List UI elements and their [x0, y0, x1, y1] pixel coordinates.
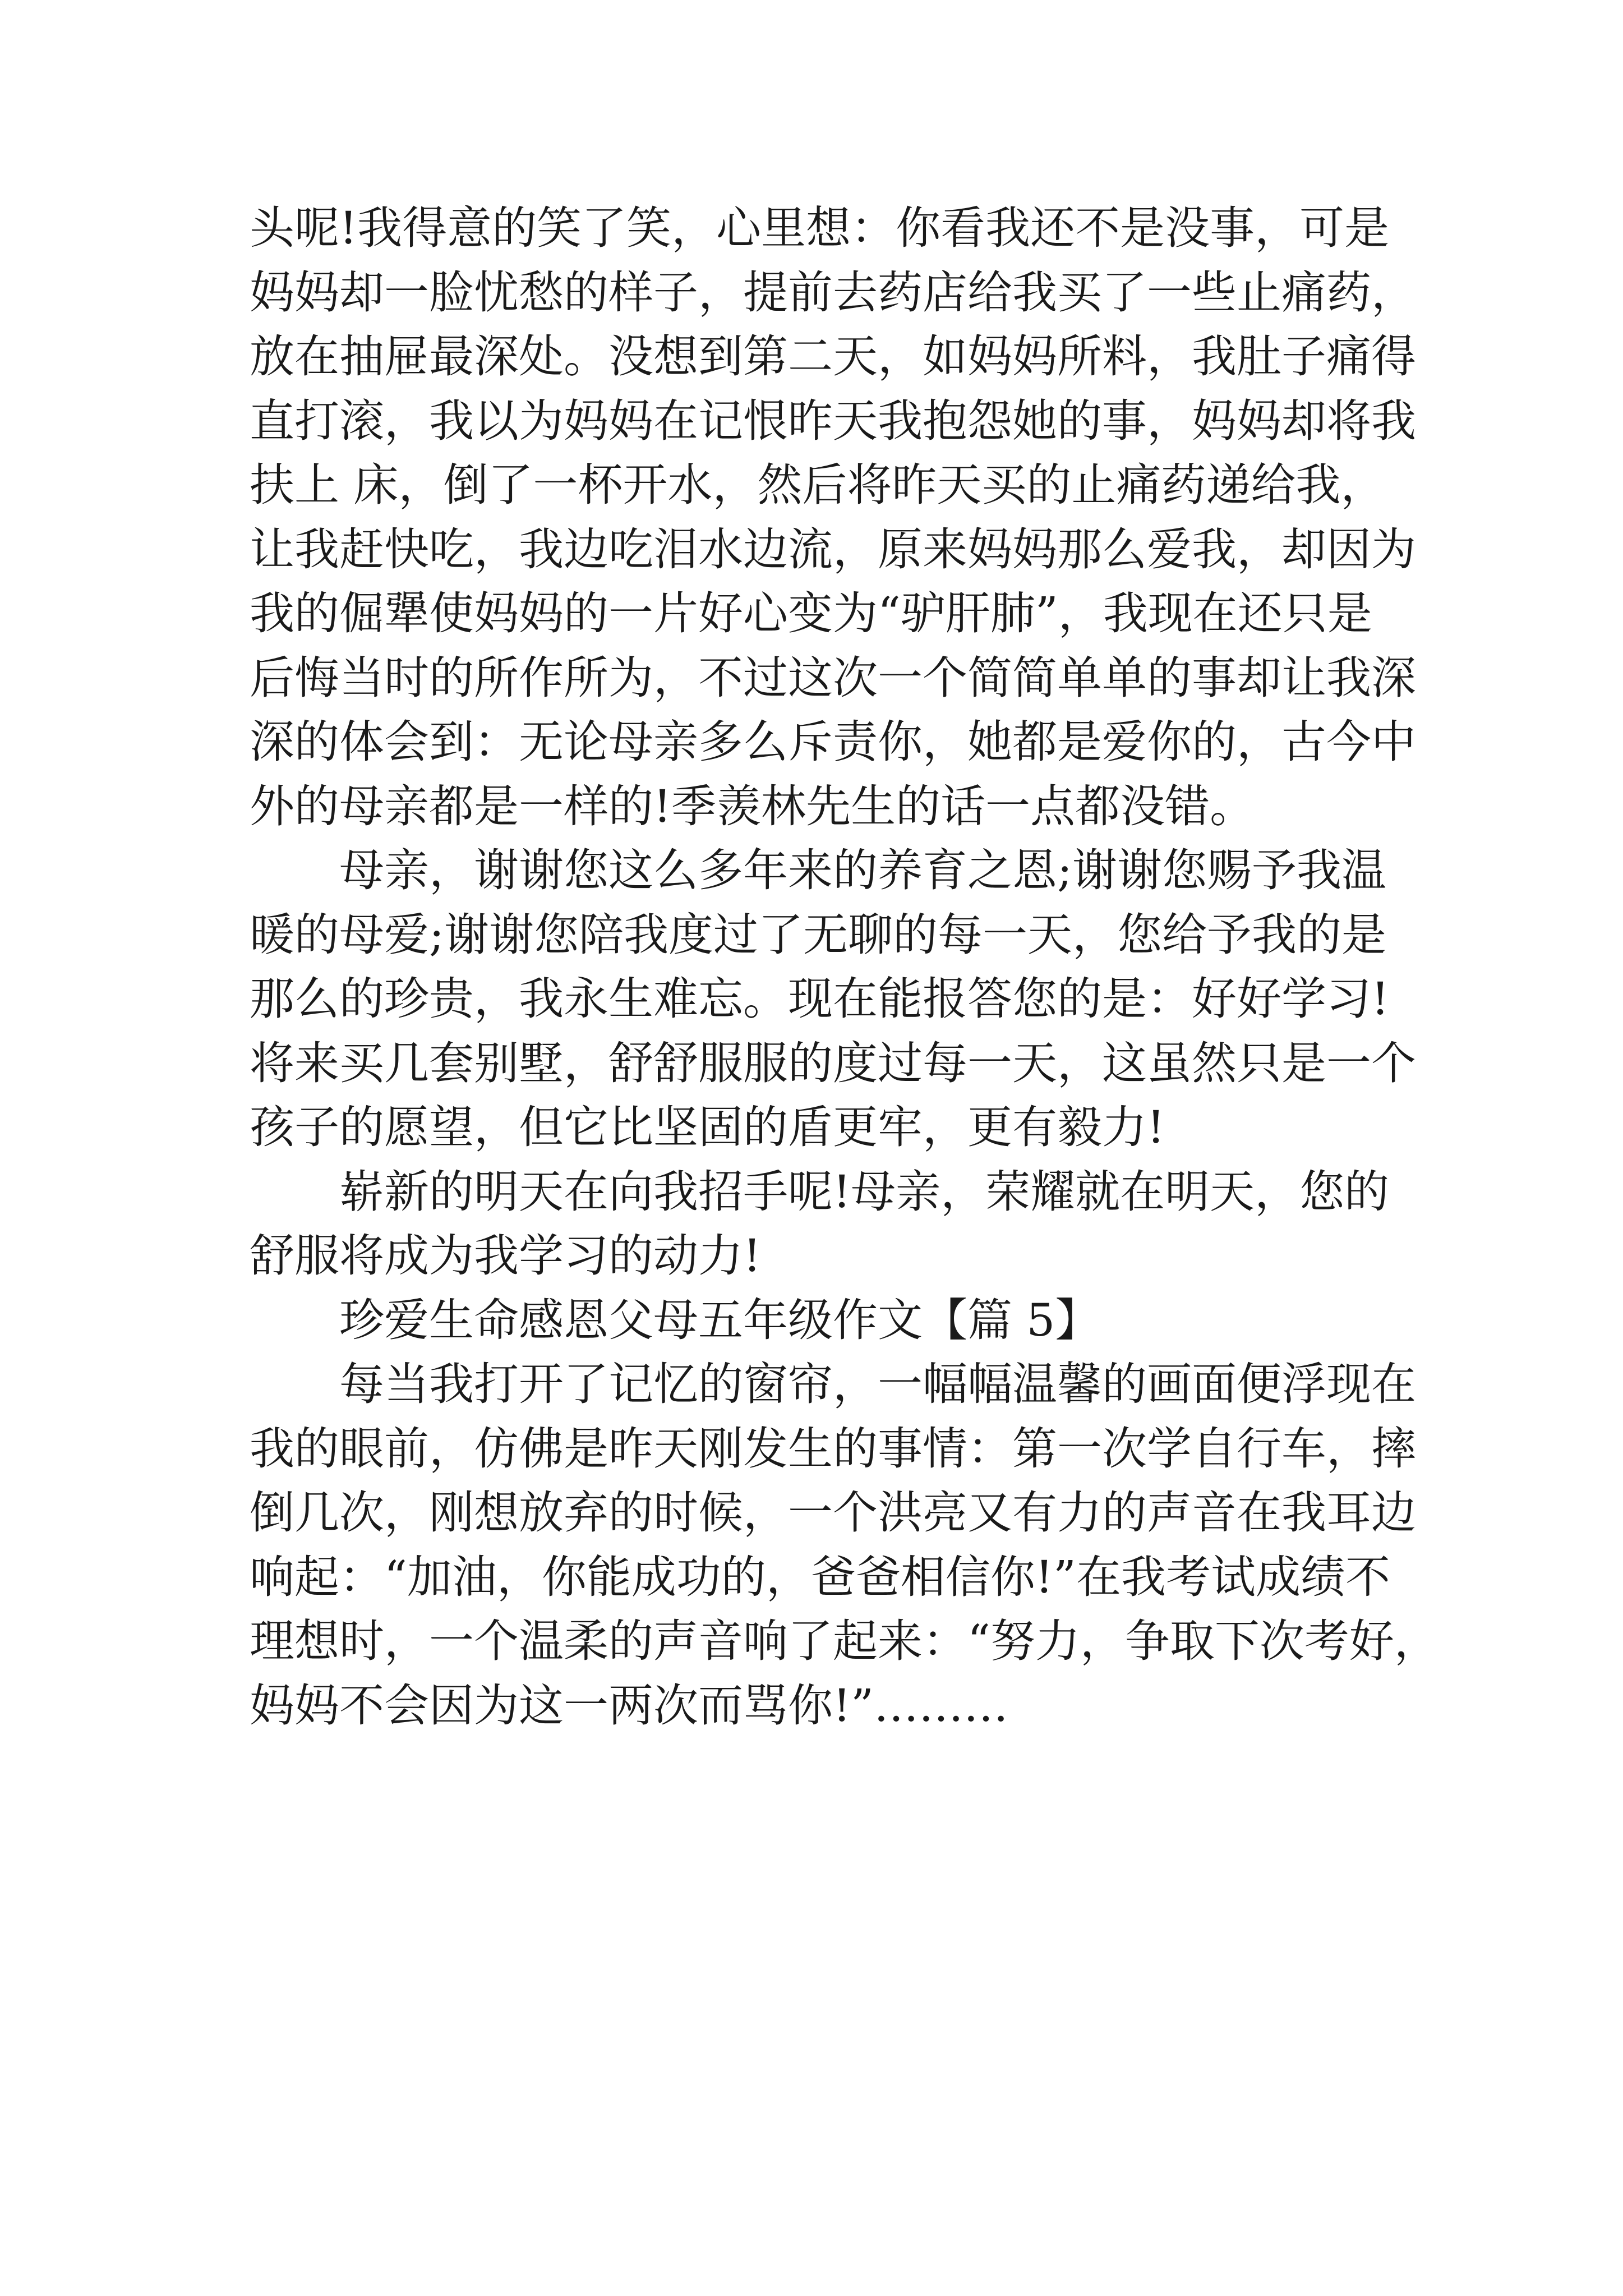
- text-line: 妈妈却一脸忧愁的样子，提前去药店给我买了一些止痛药，: [250, 266, 1416, 319]
- text-line: 那么的珍贵，我永生难忘。现在能报答您的是：好好学习!: [250, 973, 1390, 1025]
- section-heading: [250, 1289, 1377, 1353]
- text-line: 响起：“加油，你能成功的，爸爸相信你!”在我考试成绩不: [250, 1550, 1390, 1603]
- text-line: 深的体会到：无论母亲多么斥责你，她都是爱你的，古今中: [250, 716, 1416, 768]
- text-line: 倒几次，刚想放弃的时候，一个洪亮又有力的声音在我耳边: [250, 1487, 1416, 1539]
- text-line: 崭新的明天在向我招手呢!母亲，荣耀就在明天，您的: [339, 1165, 1390, 1218]
- paragraph-3: [250, 1160, 1390, 1289]
- text-line: 每当我打开了记忆的窗帘，一幅幅温馨的画面便浮现在: [339, 1358, 1416, 1410]
- text-line: 将来买几套别墅，舒舒服服的度过每一天，这虽然只是一个: [250, 1037, 1416, 1089]
- paragraph-2: [250, 839, 1416, 1160]
- text-line: 让我赶快吃，我边吃泪水边流，原来妈妈那么爱我，却因为: [250, 523, 1416, 576]
- text-line: 孩子的愿望，但它比坚固的盾更牢，更有毅力!: [250, 1101, 1165, 1153]
- text-line: 理想时，一个温柔的声音响了起来：“努力，争取下次考好，: [250, 1615, 1439, 1667]
- document-body: [250, 196, 1439, 1738]
- text-line: 暖的母爱;谢谢您陪我度过了无聊的每一天，您给予我的是: [250, 908, 1386, 961]
- text-line: 我的眼前，仿佛是昨天刚发生的事情：第一次学自行车，摔: [250, 1422, 1416, 1475]
- text-line: 直打滚，我以为妈妈在记恨昨天我抱怨她的事，妈妈却将我: [250, 394, 1416, 447]
- text-line: 头呢!我得意的笑了笑，心里想：你看我还不是没事，可是: [250, 202, 1390, 254]
- text-line: 母亲，谢谢您这么多年来的养育之恩;谢谢您赐予我温: [339, 844, 1386, 896]
- paragraph-4: [250, 1352, 1439, 1738]
- text-line: 我的倔犟使妈妈的一片好心变为“驴肝肺”，我现在还只是: [250, 587, 1372, 639]
- text-line: 妈妈不会因为这一两次而骂你!”………: [250, 1679, 1009, 1732]
- text-line: 外的母亲都是一样的!季羡林先生的话一点都没错。: [250, 780, 1255, 832]
- heading-text: 珍爱生命感恩父母五年级作文【篇 5】: [339, 1294, 1100, 1346]
- text-line: 放在抽屉最深处。没想到第二天，如妈妈所料，我肚子痛得: [250, 330, 1416, 383]
- text-line: 扶上 床，倒了一杯开水，然后将昨天买的止痛药递给我，: [250, 459, 1386, 511]
- paragraph-1: [250, 196, 1416, 839]
- text-line: 舒服将成为我学习的动力!: [250, 1230, 762, 1282]
- text-line: 后悔当时的所作所为，不过这次一个简简单单的事却让我深: [250, 651, 1416, 704]
